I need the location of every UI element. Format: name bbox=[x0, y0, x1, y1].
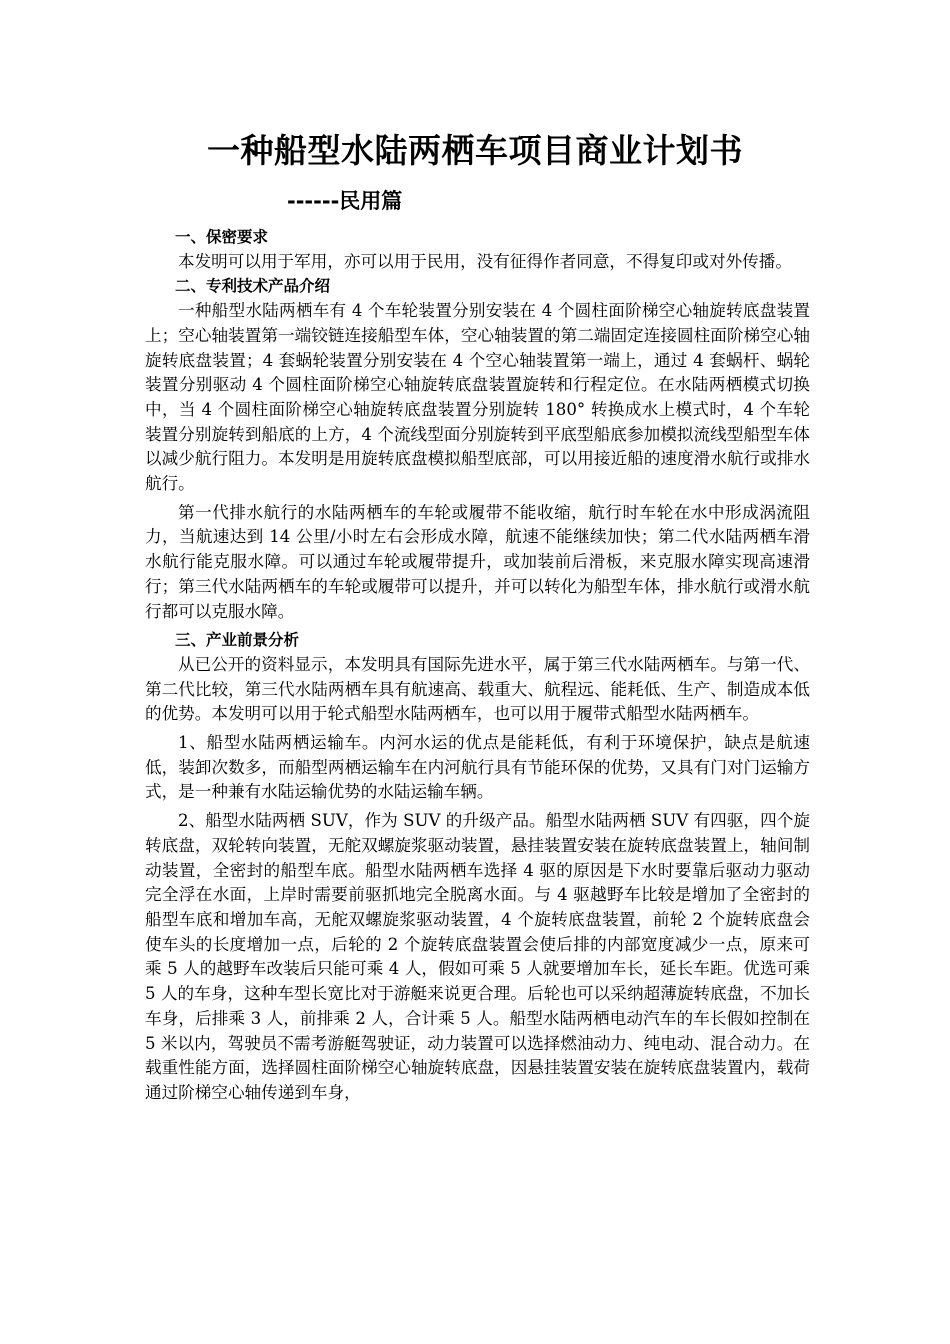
document-body bbox=[145, 225, 810, 1106]
paragraph: 第一代排水航行的水陆两栖车的车轮或履带不能收缩，航行时车轮在水中形成涡流阻力，当航速达到 14 公里/小时左右会形成水障，航速不能继续加快；第二代水陆两栖车滑水航行能克服水障。可以通过车轮或履带提升，或加装前后滑板，来克服水障实现高速滑行；第三代水陆两栖车的车轮或履带可以提升，并可以转化为船型车体，排水航行或滑水航行都可以克服水障。 bbox=[145, 502, 810, 621]
section-heading-industry-outlook: 三、产业前景分析 bbox=[175, 631, 300, 650]
paragraph: 本发明可以用于军用，亦可以用于民用，没有征得作者同意，不得复印或对外传播。 bbox=[178, 251, 792, 271]
paragraph: 2、船型水陆两栖 SUV，作为 SUV 的升级产品。船型水陆两栖 SUV 有四驱，四个旋转底盘，双轮转向装置，无舵双螺旋浆驱动装置，悬挂装置安装在旋转底盘装置上，轴间制动装置，全密封的船型车底。船型水陆两栖车选择 4 驱的原因是下水时要靠后驱动力驱动完全浮在水面，上岸时需要前驱抓地完全脱离水面。与 4 驱越野车比较是增加了全密封的船型车底和增加车高，无舵双螺旋浆驱动装置，4 个旋转底盘装置，前轮 2 个旋转底盘会使车头的长度增加一点，后轮的 2 个旋转底盘装置会使后排的内部宽度减少一点，原来可乘 5 人的越野车改装后只能可乘 4 人，假如可乘 5 人就要增加车长，延长车距。优选可乘 5 人的车身，这种车型长宽比对于游艇来说更合理。后轮也可以采纳超薄旋转底盘，不加长车身，后排乘 3 人，前排乘 2 人，合计乘 5 人。船型水陆两栖电动汽车的车长假如控制在 5 米以内，驾驶员不需考游艇驾驶证，动力装置可以选择燃油动力、纯电动、混合动力。在载重性能方面，选择圆柱面阶梯空心轴旋转底盘，因悬挂装置安装在旋转底盘装置内，载荷通过阶梯空心轴传递到车身， bbox=[145, 811, 810, 1102]
paragraph: 1、船型水陆两栖运输车。内河水运的优点是能耗低，有利于环境保护，缺点是航速低，装卸次数多，而船型两栖运输车在内河航行具有节能环保的优势，又具有门对门运输方式，是一种兼有水陆运输优势的水陆运输车辆。 bbox=[145, 733, 810, 802]
paragraph: 从已公开的资料显示，本发明具有国际先进水平，属于第三代水陆两栖车。与第一代、第二代比较，第三代水陆两栖车具有航速高、载重大、航程远、能耗低、生产、制造成本低的优势。本发明可以用于轮式船型水陆两栖车，也可以用于履带式船型水陆两栖车。 bbox=[145, 654, 810, 724]
document-title: 一种船型水陆两栖车项目商业计划书 bbox=[207, 131, 743, 170]
section-heading-confidentiality: 一、保密要求 bbox=[175, 228, 269, 246]
section-heading-product-intro: 二、专利技术产品介绍 bbox=[175, 277, 331, 296]
document-subtitle: ------民用篇 bbox=[287, 189, 403, 213]
paragraph: 一种船型水陆两栖车有 4 个车轮装置分别安装在 4 个圆柱面阶梯空心轴旋转底盘装置上；空心轴装置第一端铰链连接船型车体，空心轴装置的第二端固定连接圆柱面阶梯空心轴旋转底盘装置；4 套蜗轮装置分别安装在 4 个空心轴装置第一端上，通过 4 套蜗杆、蜗轮装置分别驱动 4 个圆柱面阶梯空心轴旋转底盘装置旋转和行程定位。在水陆两栖模式切换中，当 4 个圆柱面阶梯空心轴旋转底盘装置分别旋转 180° 转换成水上模式时，4 个车轮装置分别旋转到船底的上方，4 个流线型面分别旋转到平底型船底参加模拟流线型船型车体以减少航行阻力。本发明是用旋转底盘模拟船型底部，可以用接近船的速度滑水航行或排水航行。 bbox=[145, 301, 810, 494]
